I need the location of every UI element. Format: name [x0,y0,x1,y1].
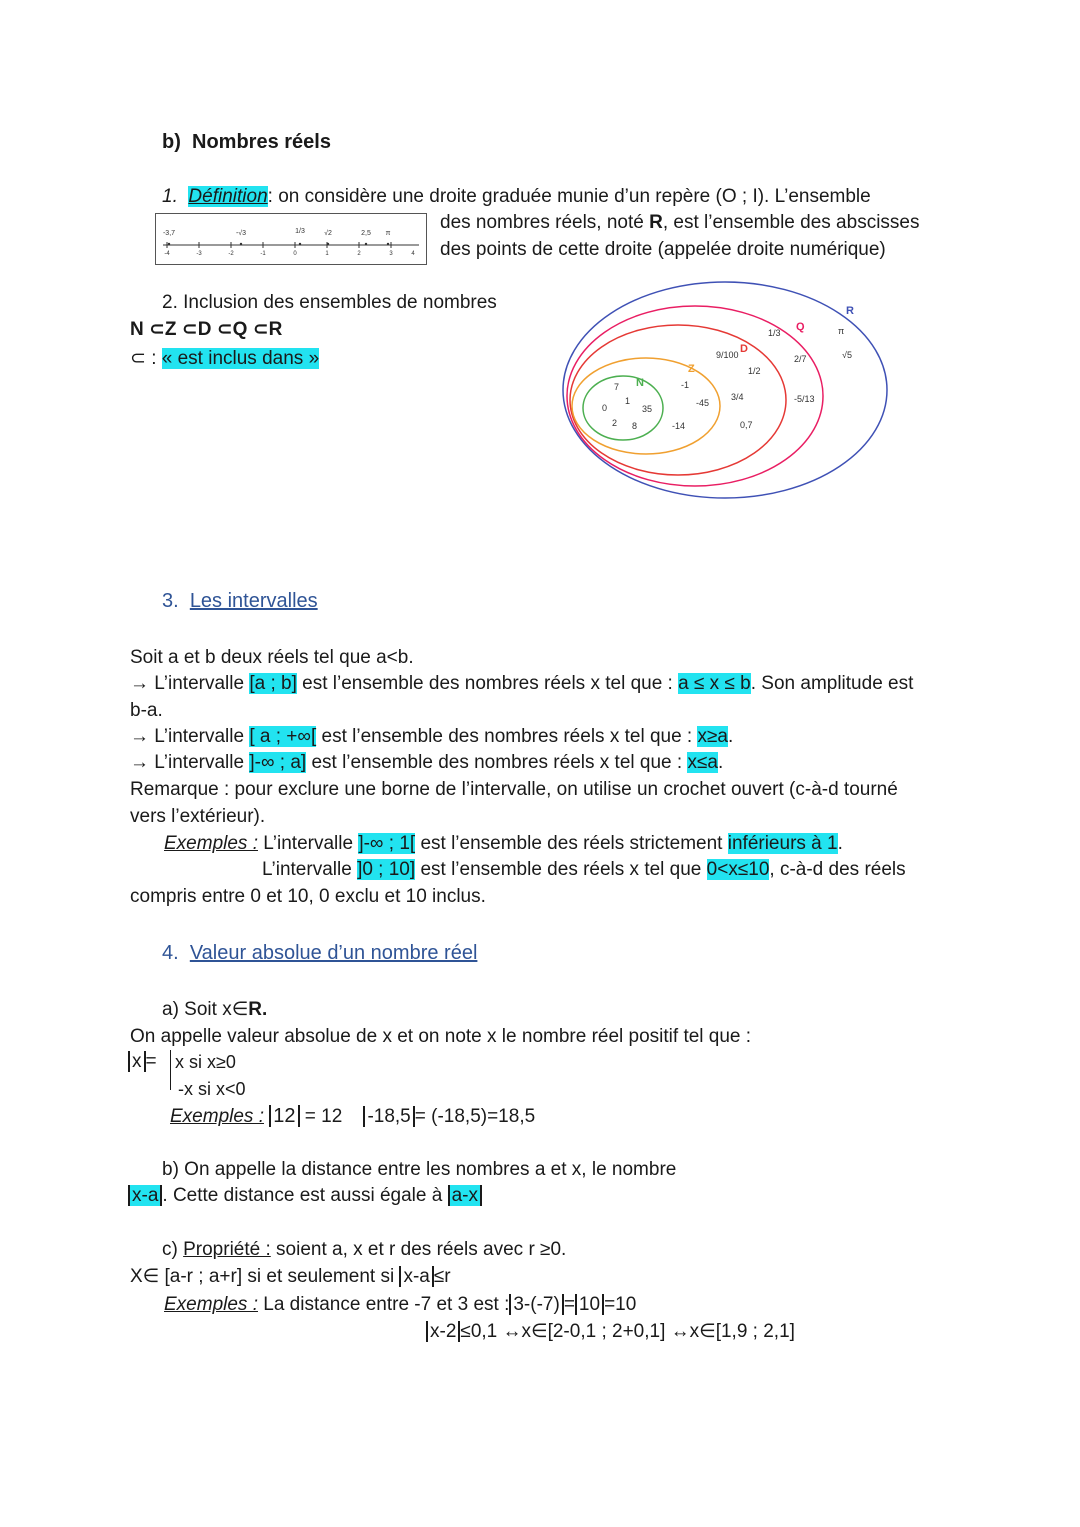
section-title: Nombres réels [192,131,331,153]
intervals-heading [162,590,318,613]
subset-meaning: « est inclus dans » [161,348,320,369]
absval-examples [170,1103,535,1130]
definition-line-2 [440,210,919,236]
venn-element: 0,7 [740,420,753,430]
venn-diagram [560,278,890,503]
case-positive: x si x≥0 [175,1052,236,1072]
examples-label: Exemples : [164,1294,258,1315]
text: , c-à-d des réels [769,859,906,880]
text: . [717,752,724,773]
set-Z-label: Z [688,363,695,375]
text: = [563,1294,575,1315]
text: L’intervalle [257,833,359,854]
venn-element: 0 [602,403,608,413]
venn-element: 1/2 [748,366,761,376]
venn-element: 1/3 [768,328,781,338]
text: La distance entre -7 et 3 est : [257,1294,510,1315]
definition-label: Définition [188,186,268,207]
text: . Son amplitude est [750,673,914,694]
text: = [145,1051,157,1072]
interval-ab-condition: a ≤ x ≤ b [678,673,751,694]
case-2: -x si x<0 [178,1079,246,1099]
brace [170,1050,171,1090]
nl-top-label: √2 [324,230,332,237]
absval-heading-text: Valeur absolue d’un nombre réel [189,942,478,964]
text: . [837,833,843,854]
abs-x-minus-2: x-2 [426,1321,460,1342]
text: x∈[2-0,1 ; 2+0,1] [521,1321,666,1342]
interval-ab: [a ; b] [249,673,297,694]
venn-element: 1 [625,396,631,406]
interval-amplitude: b-a. [130,700,163,721]
property-statement [130,1264,451,1290]
remark-line-2: vers l’extérieur). [130,806,266,827]
section-label: b) [162,131,181,153]
inclusion-chain: N ⊂Z ⊂D ⊂Q ⊂R [130,319,283,340]
text: est l’ensemble des réels x tel que [415,859,707,880]
text: est l’ensemble des nombres réels x tel que : [296,673,679,694]
absval-a-line [162,997,267,1023]
section-heading [162,131,331,154]
text: . [727,726,734,747]
set-N-label: N [636,377,644,389]
venn-element: 2/7 [794,354,807,364]
nl-top-label: -√3 [235,230,247,237]
intervals-example-1 [164,831,843,857]
element-of-symbol: ∈ [231,999,249,1020]
nl-top-label: 2,5 [361,230,371,237]
intervals-example-2 [262,857,906,883]
nl-top-label: -3,7 [162,230,176,237]
venn-element: 7 [614,382,620,392]
text: ≤r [433,1266,451,1287]
set-R-bold: R [649,212,663,233]
text: =10 [604,1294,637,1315]
text: → L’intervalle [130,726,250,747]
venn-element: -14 [672,421,686,431]
nl-tick-label: 1 [325,251,329,257]
nl-tick-label: 2 [357,251,361,257]
definition-text-3: des points de cette droite (appelée droite numérique) [440,239,886,260]
text: x∈[1,9 ; 2,1] [689,1321,795,1342]
nl-tick-label: 0 [293,251,297,257]
absval-distance-line [128,1183,482,1209]
set-R: R. [248,999,268,1020]
absval-definition: On appelle valeur absolue de x et on note x le nombre réel positif tel que : [130,1026,752,1047]
venn-element: -5/13 [794,394,815,404]
venn-element: -45 [696,398,710,408]
nl-tick-label: -2 [228,251,234,257]
intervals-heading-text: Les intervalles [189,590,318,612]
nl-top-label: 1/3 [295,228,305,235]
abs-x-minus-a: x-a [128,1185,162,1206]
venn-element: 2 [612,418,618,428]
absval-cases [128,1050,157,1074]
set-R-ellipse [563,282,887,498]
definition-text-2a: des nombres réels, noté [440,212,650,233]
inclusion-meaning-line [130,346,319,372]
absval-example-interval [426,1319,795,1345]
interval-ab-line [130,671,913,697]
absval-c-line [162,1237,566,1263]
text: → L’intervalle [130,752,250,773]
examples-label: Exemples : [164,833,258,854]
definition-line-3 [440,237,886,263]
venn-element: √5 [842,350,852,360]
interval-inf-a-line [130,750,723,776]
interval-a-inf-line [130,724,733,750]
abs-12: 12 [269,1105,299,1127]
double-arrow-icon: ↔ [502,1321,522,1342]
set-D-label: D [740,343,748,355]
double-arrow-icon: ↔ [670,1321,690,1342]
text: = 12 [299,1106,343,1127]
set-Q-label: Q [796,321,805,333]
text: est l’ensemble des nombres réels x tel que : [306,752,688,773]
nl-tick-label: 4 [411,251,415,257]
venn-element: 3/4 [731,392,744,402]
venn-element: 9/100 [716,350,739,360]
venn-element: 8 [632,421,638,431]
text: soient a, x et r des réels avec r ≥0. [270,1239,567,1260]
property-label: Propriété : [183,1239,271,1260]
venn-element: 35 [642,404,653,414]
text: ≤0,1 [460,1321,498,1342]
text: est l’ensemble des nombres réels x tel que : [316,726,698,747]
highlight: inférieurs à 1 [727,833,838,854]
text: . Cette distance est aussi égale à [162,1185,448,1206]
text: a) Soit x [162,999,232,1020]
interval-example: ]0 ; 10] [357,859,416,880]
definition-line-1 [162,184,871,210]
nl-tick-label: -4 [164,251,170,257]
abs-a-minus-x: a-x [448,1185,482,1206]
examples-label: Exemples : [170,1106,264,1127]
text: c) [162,1239,184,1260]
intervals-intro: Soit a et b deux réels tel que a<b. [130,647,414,668]
definition-text-2c: , est l’ensemble des abscisses [662,212,920,233]
abs-expression: 10 [575,1294,604,1315]
absval-example-distance [164,1292,636,1318]
abs-neg: -18,5 [363,1106,414,1127]
set-Q-ellipse [567,306,823,486]
number-line-figure [155,213,427,265]
text: = (-18,5)=18,5 [414,1106,536,1127]
subset-symbol: ⊂ : [130,348,157,369]
abs-x: x [128,1051,146,1072]
interval-a-inf: [ a ; +∞[ [249,726,317,747]
absval-heading-num: 4. [162,942,179,964]
nl-top-label: π [385,230,391,237]
interval-inf-a-condition: x≤a [687,752,718,773]
intervals-example-3: compris entre 0 et 10, 0 exclu et 10 inclus. [130,886,486,907]
text: → L’intervalle [130,673,250,694]
text: est l’ensemble des réels strictement [415,833,728,854]
interval-example: ]-∞ ; 1[ [358,833,416,854]
absval-heading [162,942,477,965]
intervals-heading-num: 3. [162,590,179,612]
remark-line-1: Remarque : pour exclure une borne de l’intervalle, on utilise un crochet ouvert (c-à-d tourné [130,779,898,800]
text: L’intervalle [262,859,358,880]
set-R-label: R [846,305,854,317]
inclusion-heading: 2. Inclusion des ensembles de nombres [162,292,497,313]
nl-tick-label: -3 [196,251,202,257]
definition-number: 1. [162,186,178,207]
abs-expression: 3-(-7) [509,1294,563,1315]
text: X∈ [a-r ; a+r] si et seulement si [130,1266,395,1287]
interval-inf-a: ]-∞ ; a] [249,752,307,773]
set-D-ellipse [570,325,786,475]
nl-tick-label: 3 [389,251,393,257]
nl-tick-label: -1 [260,251,266,257]
abs-x-minus-a: x-a [399,1266,433,1287]
venn-element: -1 [681,380,690,390]
highlight: 0<x≤10 [706,859,770,880]
interval-a-inf-condition: x≥a [697,726,728,747]
definition-text-1: : on considère une droite graduée munie d’un repère (O ; I). L’ensemble [267,186,871,207]
absval-b-line: b) On appelle la distance entre les nombres a et x, le nombre [162,1159,677,1180]
venn-element: π [838,326,845,336]
